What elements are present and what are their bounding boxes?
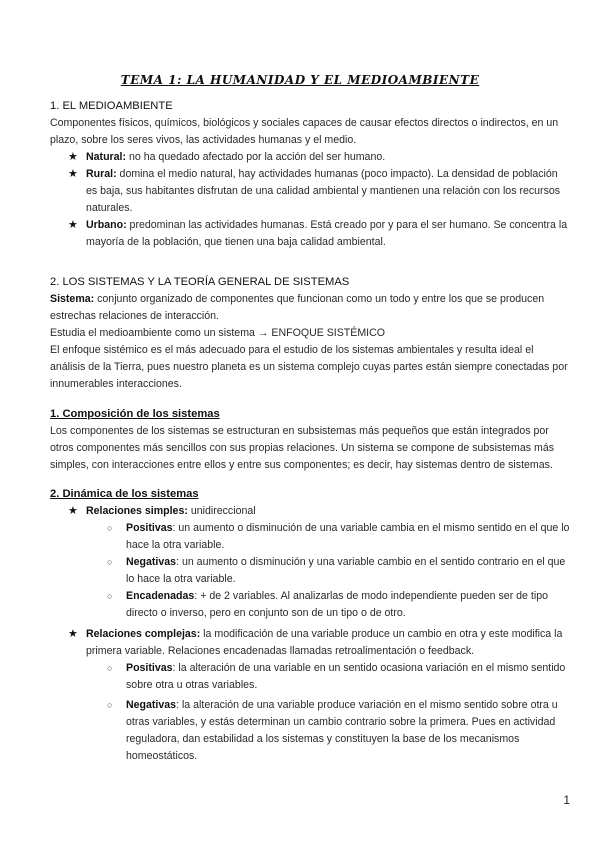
- item-text: : un aumento o disminución de una variable cambia en el mismo sentido en el que lo hace la otra variable.: [126, 522, 570, 551]
- item-term: Rural:: [86, 168, 117, 180]
- item-term: Negativas: [126, 699, 177, 711]
- section-heading: 2. LOS SISTEMAS Y LA TEORÍA GENERAL DE SISTEMAS: [50, 276, 350, 288]
- item-term: Negativas: [126, 556, 177, 568]
- subsection-heading: 1. Composición de los sistemas: [50, 408, 220, 420]
- sublist-item-positivas: [50, 520, 570, 554]
- list-item-urbano: [50, 217, 570, 251]
- list-item-relaciones-complejas: [50, 626, 570, 660]
- item-text: : un aumento o disminución y una variable cambio en el sentido contrario en el que lo hace la otra variable.: [126, 556, 566, 585]
- item-text: domina el medio natural, hay actividades humanas (poco impacto). La densidad de población es baja, sus habitantes disfrutan de una calidad ambiental y mantienen una relación con los recursos naturales.: [86, 168, 561, 214]
- enfoque-line: Estudia el medioambiente como un sistema → ENFOQUE SISTÉMICO: [50, 327, 385, 339]
- section-paragraph: Los componentes de los sistemas se estructuran en subsistemas más pequeños que están integrados por otros componentes más sencillos con sus propias relaciones. Un sistema se compone de subsistemas más simples, con interacciones entre ellos y entre sus componentes; es decir, hay sistemas dentro de sistemas.: [50, 425, 555, 471]
- sublist-item-negativas: [50, 554, 570, 588]
- section-sistemas: [50, 274, 570, 393]
- item-term: Urbano:: [86, 219, 127, 231]
- subsection-heading: 2. Dinámica de los sistemas: [50, 488, 199, 500]
- item-text: : la alteración de una variable en un sentido ocasiona variación en el mismo sentido sobre otra u otras variables.: [126, 662, 566, 691]
- item-text: : + de 2 variables. Al analizarlas de modo independiente pueden ser de tipo directo o inverso, pero en conjunto son de un tipo o de otro.: [126, 590, 548, 619]
- list-item-rural: [50, 166, 570, 217]
- definition-text: conjunto organizado de componentes que funcionan como un todo y entre los que se producen estrechas relaciones de interacción.: [50, 293, 545, 322]
- sublist-item-negativas: [50, 697, 570, 765]
- item-text: predominan las actividades humanas. Está creado por y para el ser humano. Se concentra la mayoría de la población, que tienen una baja calidad ambiental.: [86, 219, 568, 248]
- item-term: Relaciones simples:: [86, 505, 188, 517]
- item-term: Positivas: [126, 522, 173, 534]
- section-medioambiente: [50, 98, 570, 251]
- list-item-relaciones-simples: [50, 503, 570, 520]
- item-text: : la alteración de una variable produce variación en el mismo sentido sobre otra u otras variables, y estás determinan un cambio contrario sobre la primera. Pues en actividad reguladora, dan estabilidad a los sistemas y constituyen la base de los mecanismos homeostáticos.: [126, 699, 558, 762]
- item-term: Relaciones complejas:: [86, 628, 201, 640]
- section-composicion: [50, 406, 570, 474]
- section-dinamica: [50, 486, 570, 765]
- list-item-natural: [50, 149, 570, 166]
- item-text: unidireccional: [187, 505, 256, 517]
- sublist-item-encadenadas: [50, 588, 570, 622]
- item-term: Positivas: [126, 662, 173, 674]
- item-term: Encadenadas: [126, 590, 195, 602]
- item-text: la modificación de una variable produce un cambio en otra y este modifica la primera variable. Relaciones encadenadas llamadas retroalimentación o feedback.: [86, 628, 563, 657]
- definition-term: Sistema:: [50, 293, 95, 305]
- definition: [50, 291, 570, 325]
- sublist-item-positivas: [50, 660, 570, 694]
- page-number: 1: [563, 793, 570, 807]
- item-text: no ha quedado afectado por la acción del ser humano.: [126, 151, 386, 163]
- section-intro: Componentes físicos, químicos, biológicos y sociales capaces de causar efectos directos o indirectos, en un plazo, sobre los seres vivos, las actividades humanas y el medio.: [50, 117, 559, 146]
- section-paragraph: El enfoque sistémico es el más adecuado para el estudio de los sistemas ambientales y resulta ideal el análisis de la Tierra, pues nuestro planeta es un sistema complejo cuyas partes están siempre conectadas por innumerables interacciones.: [50, 344, 568, 390]
- item-term: Natural:: [86, 151, 127, 163]
- section-heading: 1. EL MEDIOAMBIENTE: [50, 100, 173, 112]
- document-title: TEMA 1: LA HUMANIDAD Y EL MEDIOAMBIENTE: [120, 73, 480, 87]
